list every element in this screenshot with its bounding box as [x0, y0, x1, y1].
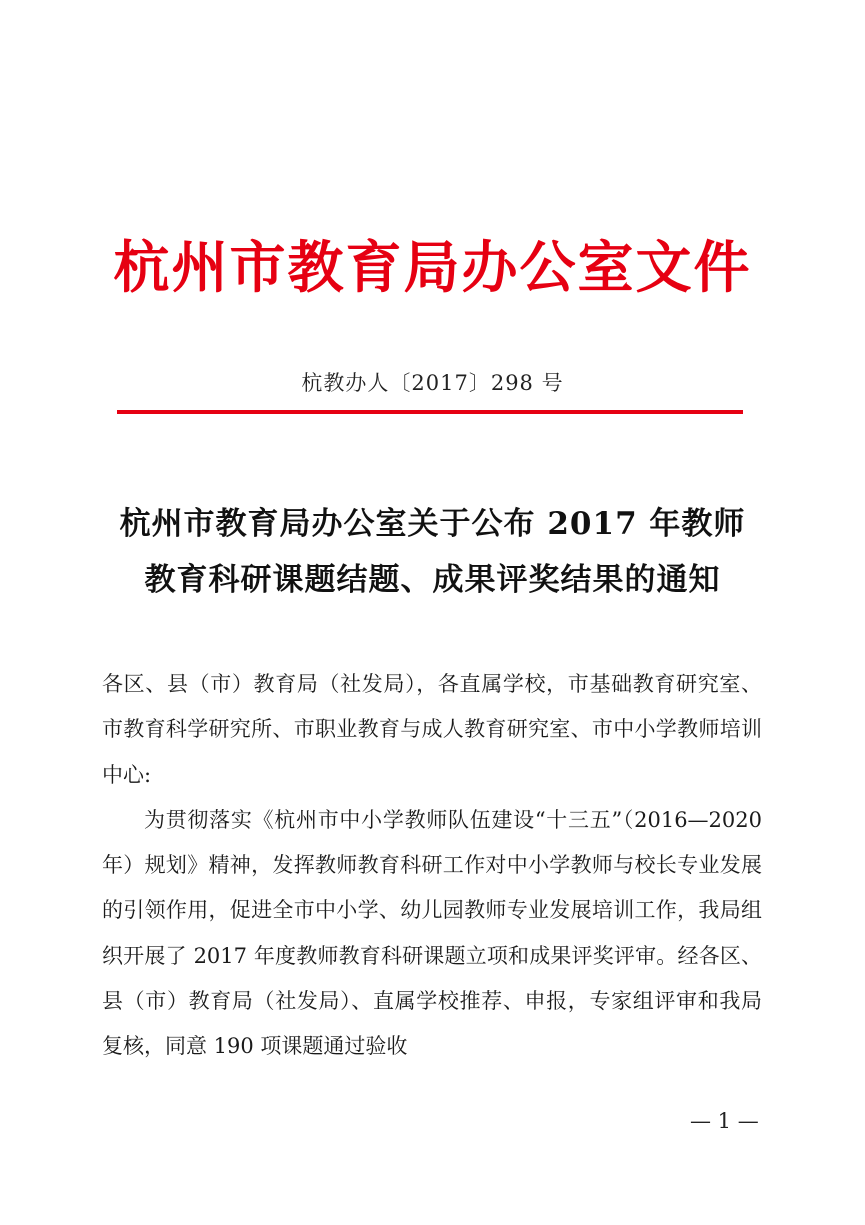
masthead-title: 杭州市教育局办公室文件 [113, 235, 752, 301]
document-number: 杭教办人〔2017〕298 号 [301, 371, 564, 395]
addressee-paragraph: 各区、县（市）教育局（社发局），各直属学校，市基础教育研究室、市教育科学研究所、市职业教育与成人教育研究室、市中小学教师培训中心: [102, 672, 762, 787]
document-title-line-2: 教育科研课题结题、成果评奖结果的通知 [144, 562, 721, 598]
body-paragraph-1: 为贯彻落实《杭州市中小学教师队伍建设“十三五”（2016—2020 年）规划》精神，发挥教师教育科研工作对中小学教师与校长专业发展的引领作用，促进全市中小学、幼儿园教师专业发展培训工作，我局组织开展了 2017 年度教师教育科研课题立项和成果评奖评审。经各区、县（市）教育局（社发局）、直属学校推荐、申报，专家组评审和我局复核，同意 190 项课题通过验收 [102, 807, 762, 1059]
page-number: — 1 — [690, 1109, 759, 1133]
red-divider [117, 410, 743, 414]
document-title-line-1: 杭州市教育局办公室关于公布 2017 年教师 [119, 506, 746, 542]
document-body [102, 662, 762, 1070]
document-title [0, 496, 865, 608]
